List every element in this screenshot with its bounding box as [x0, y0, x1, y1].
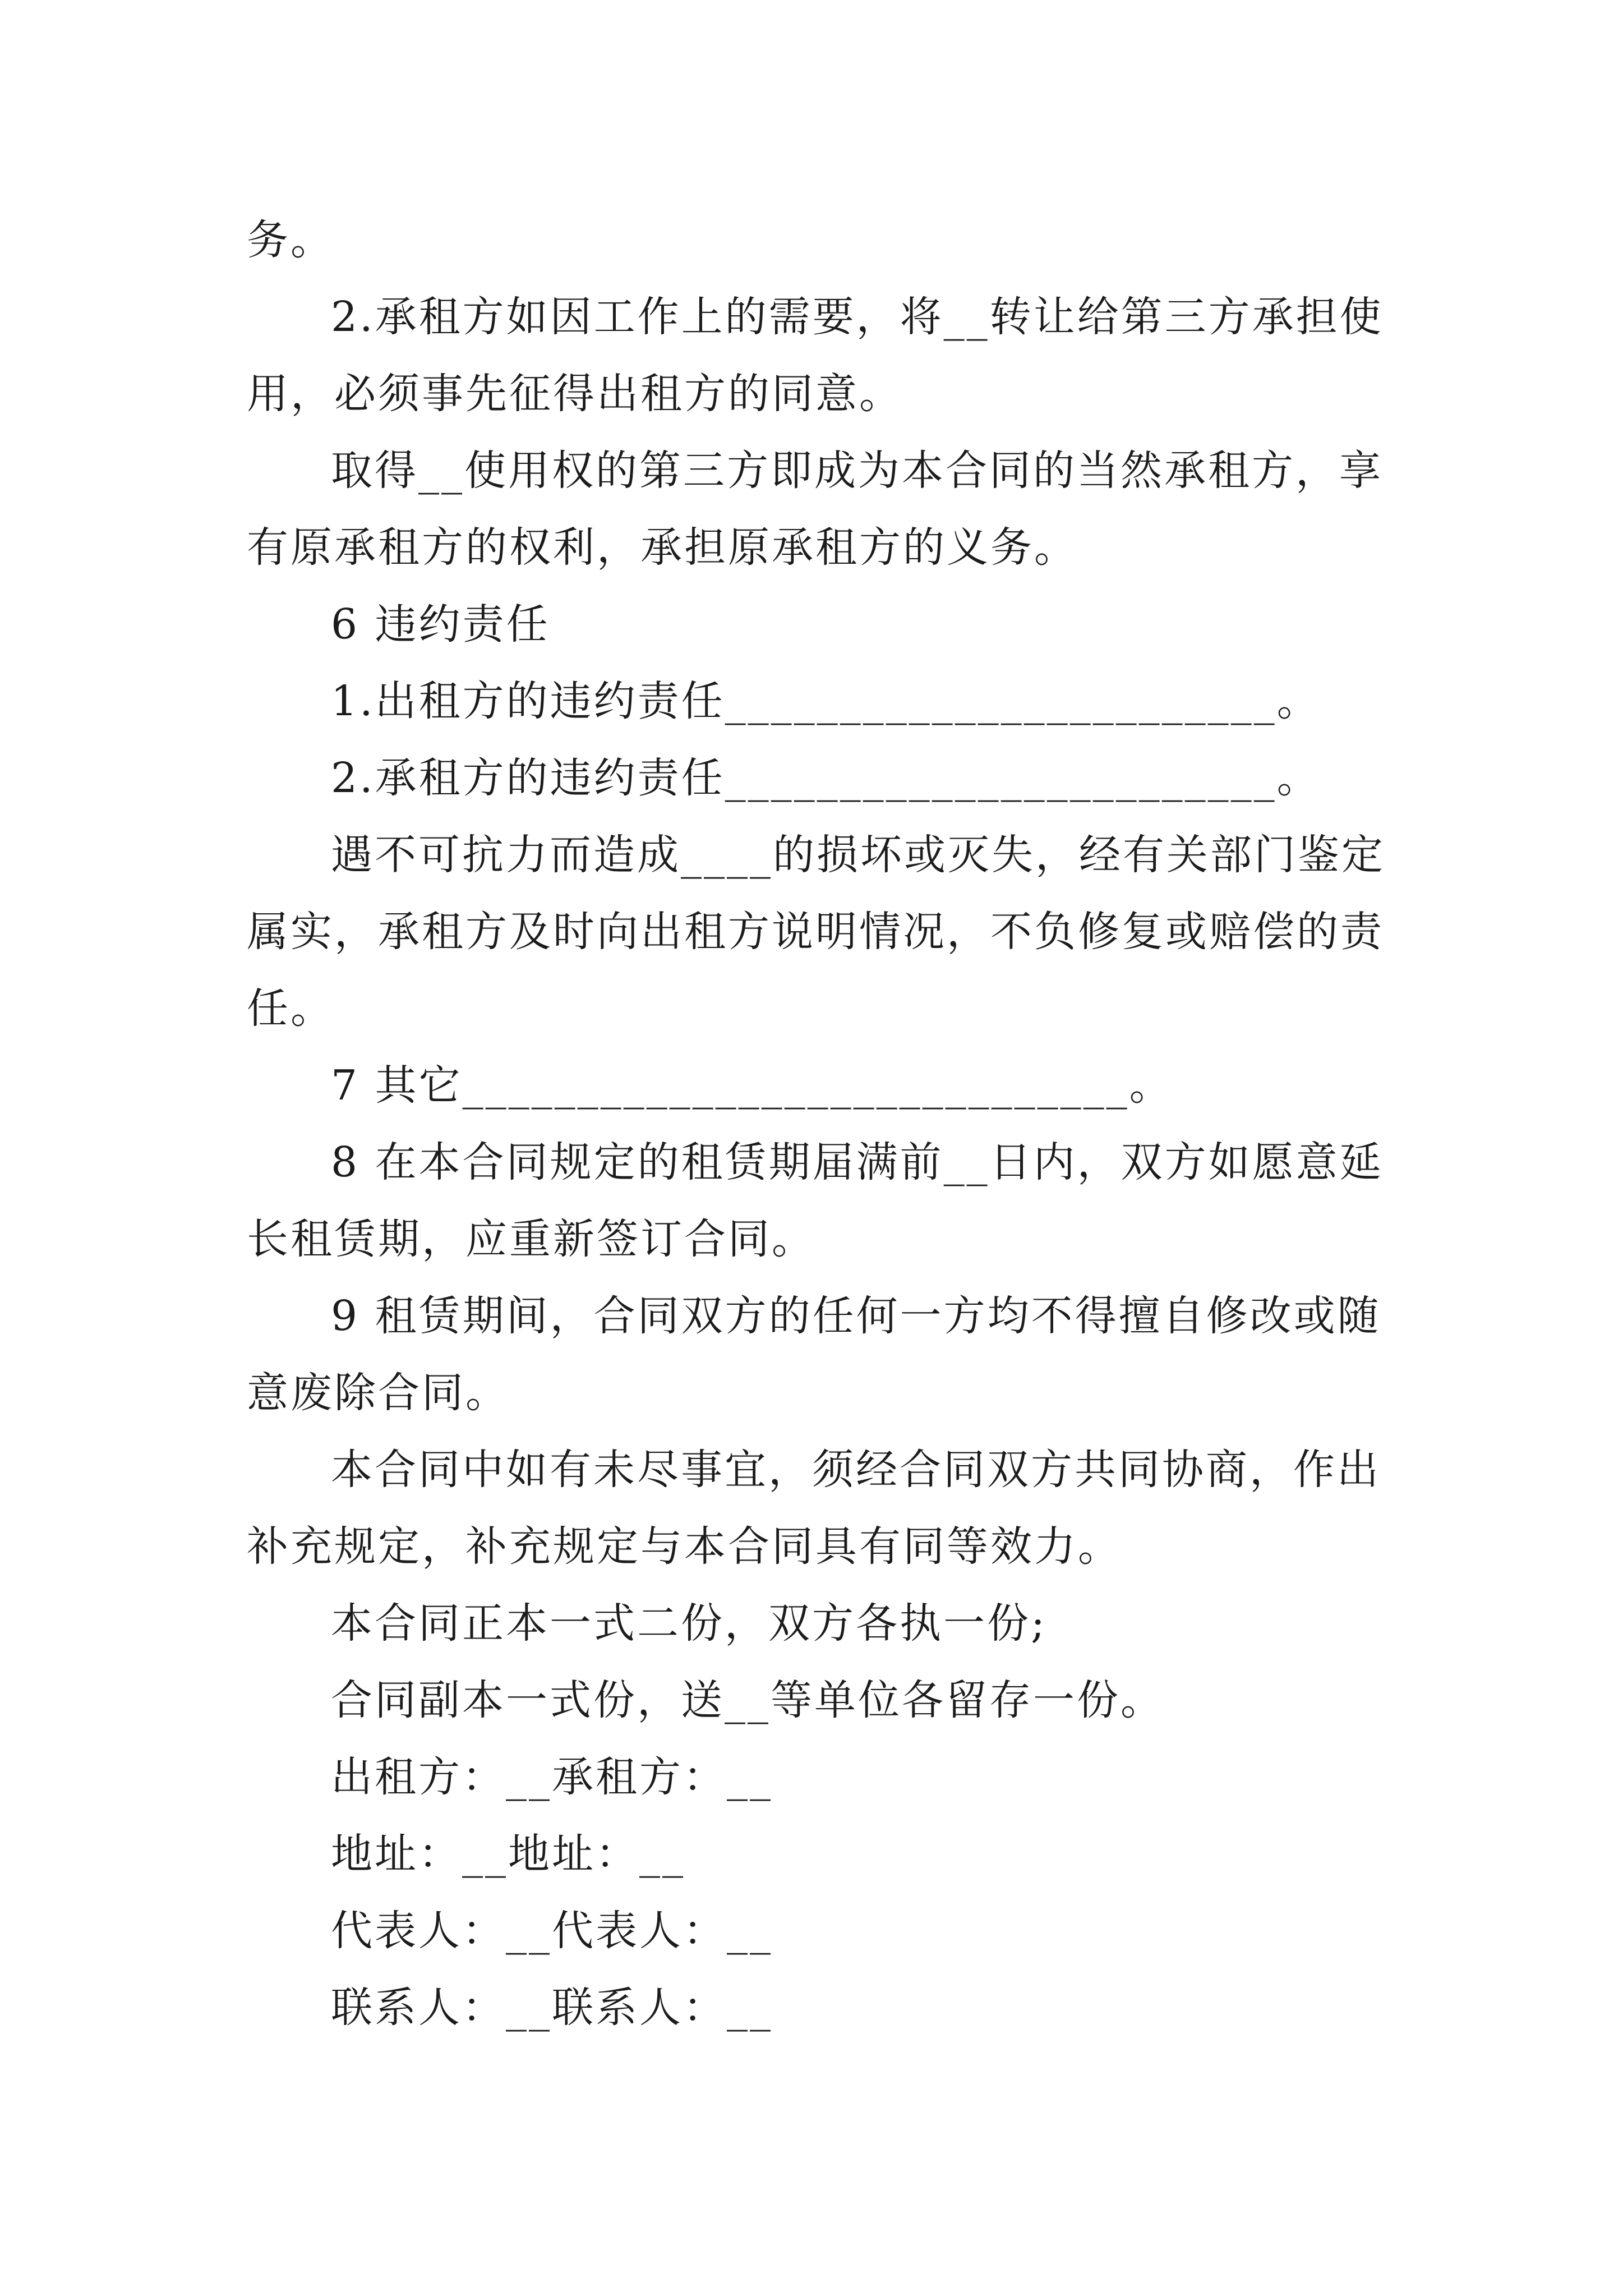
signature-line: 代表人：__代表人：__ [331, 1907, 773, 1955]
text-line: 属实，承租方及时向出租方说明情况，不负修复或赔偿的责 [247, 908, 1384, 956]
text-line: 补充规定，补充规定与本合同具有同等效力。 [247, 1522, 1122, 1571]
text-line: 用，必须事先征得出租方的同意。 [247, 370, 903, 418]
text-line: 1.出租方的违约责任________________________。 [331, 677, 1321, 725]
document-body [247, 202, 1385, 2046]
text-line: 本合同正本一式二份，双方各执一份; [331, 1599, 1047, 1648]
text-line: 长租赁期，应重新签订合同。 [247, 1215, 815, 1263]
section-heading: 6 违约责任 [331, 600, 550, 648]
text-line: 务。 [247, 216, 334, 264]
text-line: 有原承租方的权利，承担原承租方的义务。 [247, 523, 1078, 572]
text-line: 任。 [247, 984, 334, 1033]
signature-line: 出租方：__承租方：__ [331, 1753, 773, 1801]
signature-line: 联系人：__联系人：__ [331, 1984, 773, 2032]
text-line: 合同副本一式份，送__等单位各留存一份。 [331, 1676, 1164, 1724]
section-heading: 7 其它_____________________________。 [331, 1061, 1173, 1110]
text-line: 取得__使用权的第三方即成为本合同的当然承租方，享 [331, 447, 1383, 495]
text-line: 8 在本合同规定的租赁期届满前__日内，双方如愿意延 [331, 1138, 1384, 1186]
signature-line: 地址：__地址：__ [331, 1830, 685, 1878]
text-line: 2.承租方如因工作上的需要，将__转让给第三方承担使 [331, 293, 1384, 341]
text-line: 2.承租方的违约责任________________________。 [331, 754, 1321, 802]
text-line: 意废除合同。 [247, 1369, 509, 1417]
text-line: 遇不可抗力而造成____的损坏或灭失，经有关部门鉴定 [331, 831, 1385, 879]
text-line: 本合同中如有未尽事宜，须经合同双方共同协商，作出 [331, 1446, 1381, 1494]
text-line: 9 租赁期间，合同双方的任何一方均不得擅自修改或随 [331, 1292, 1381, 1340]
